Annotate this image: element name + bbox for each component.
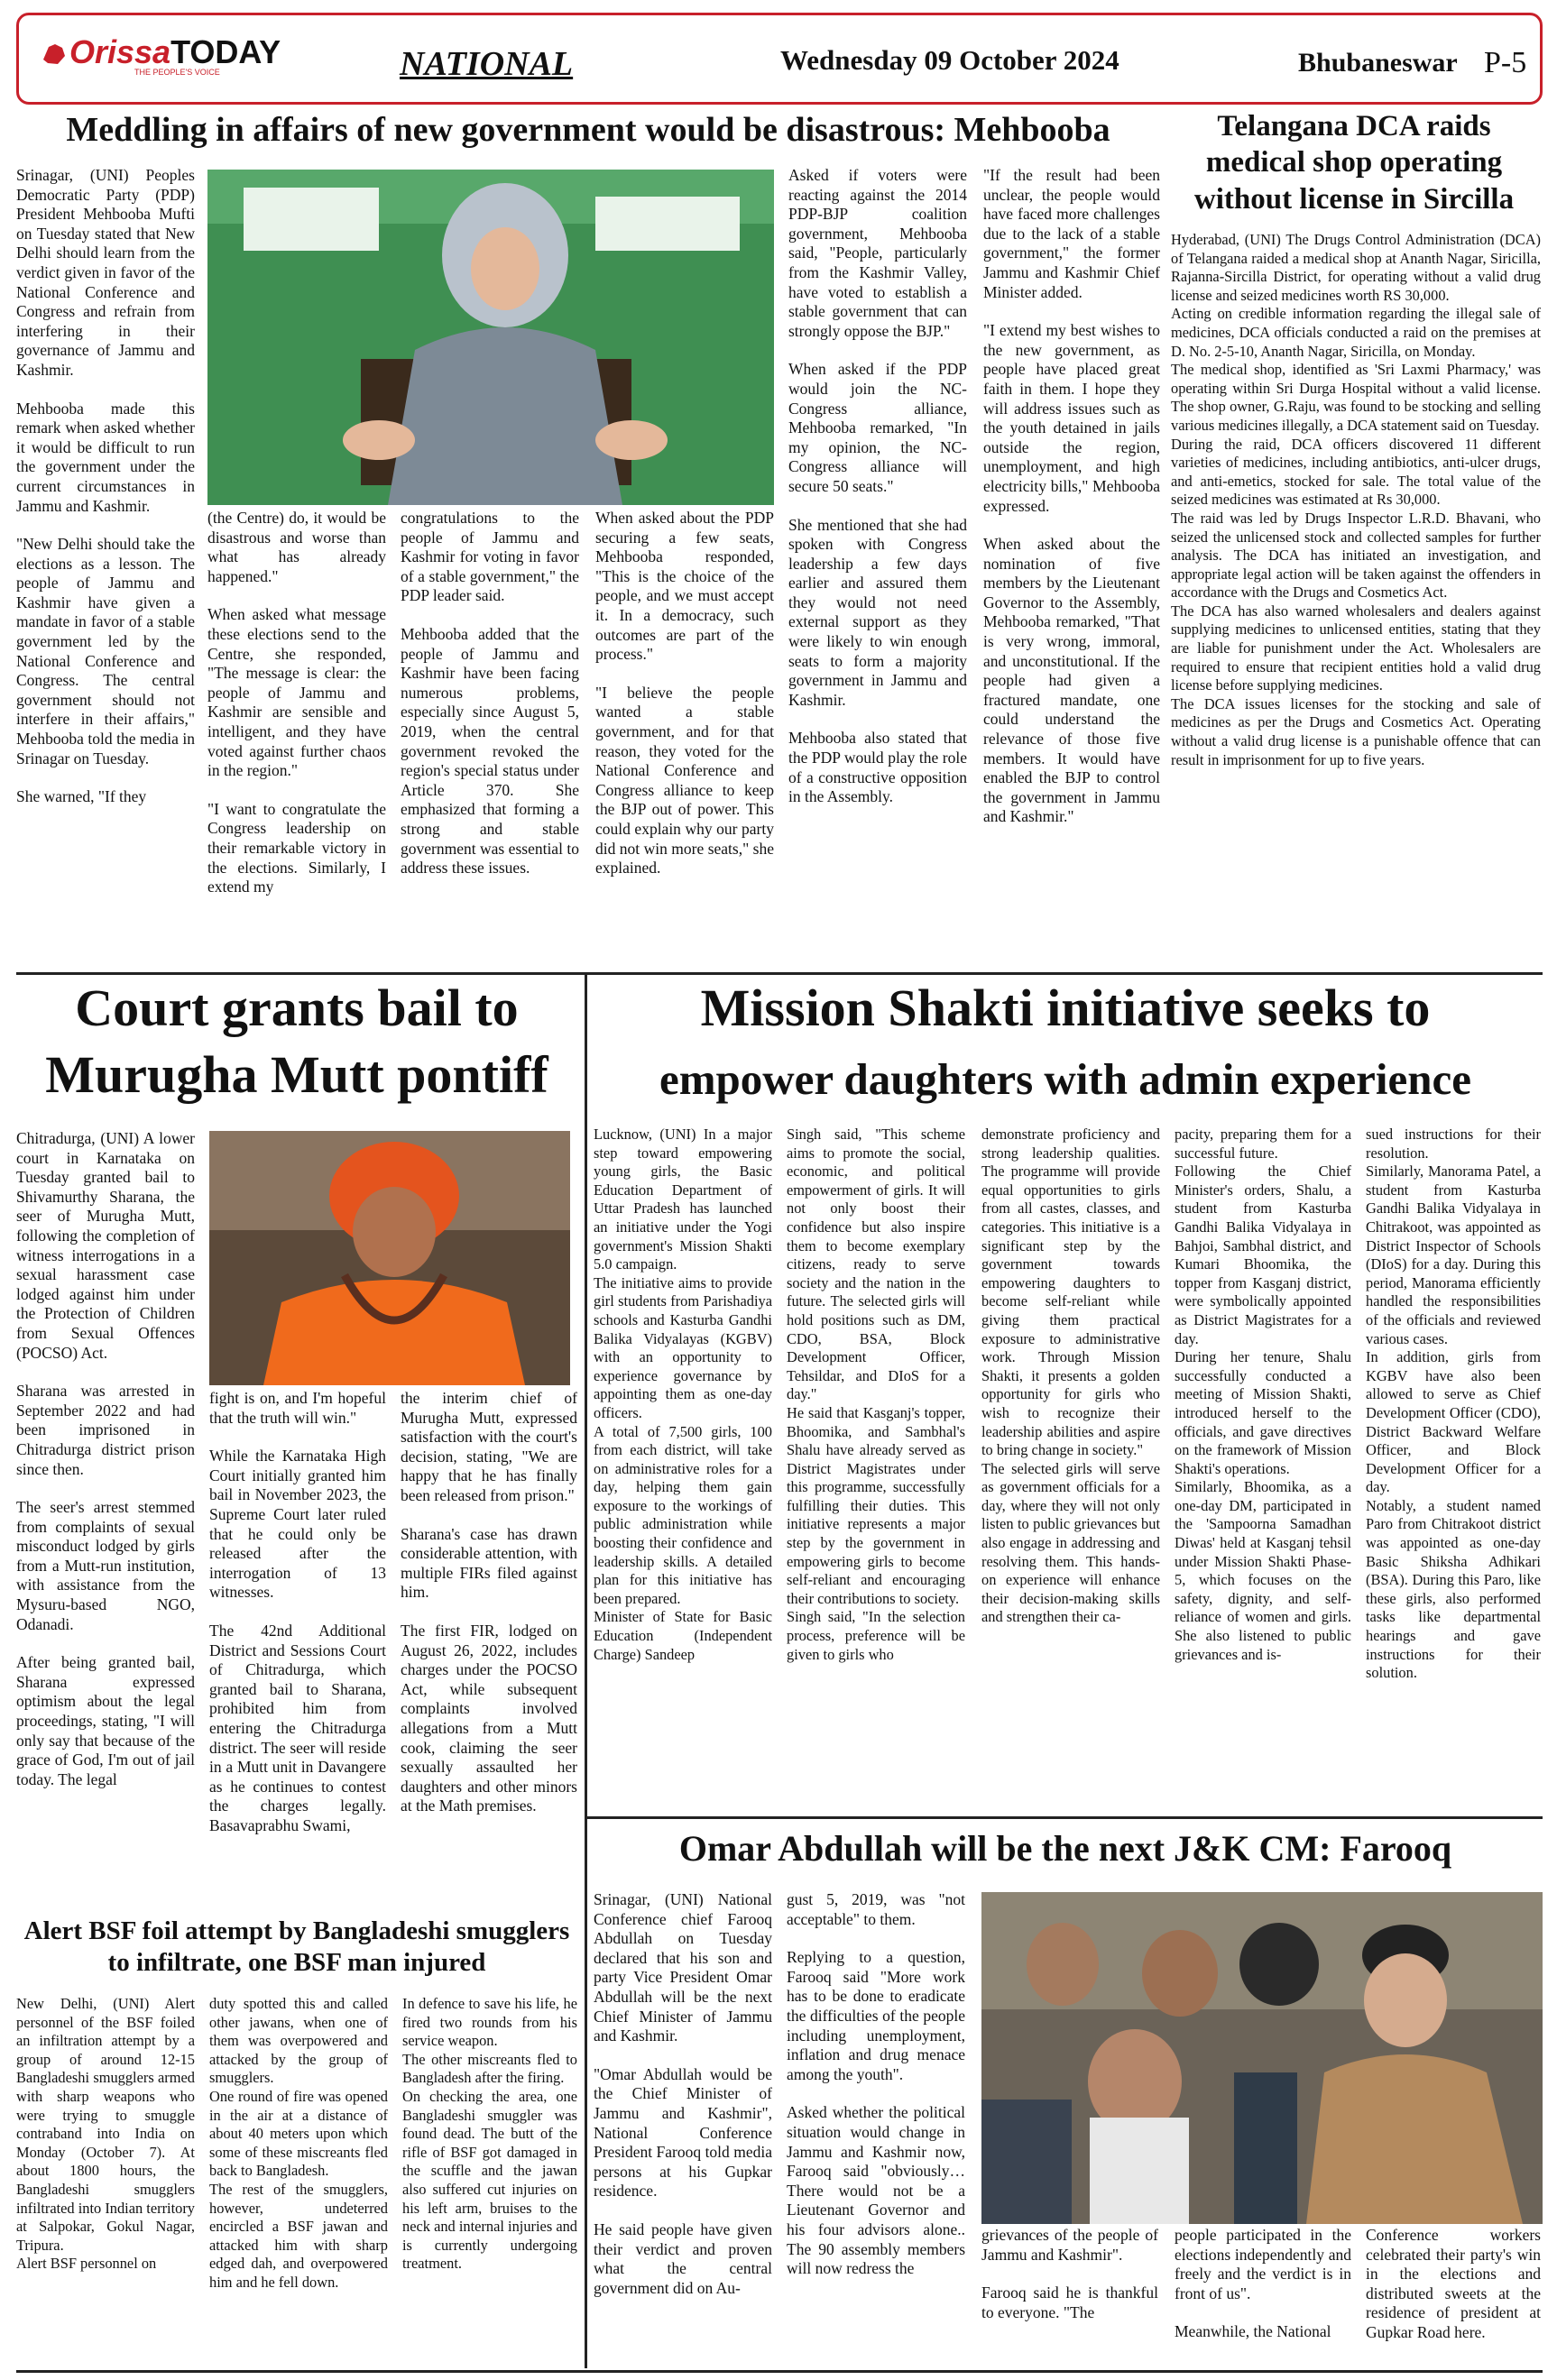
- mehbooba-para: She warned, "If they: [16, 787, 147, 806]
- telangana-headline: Telangana DCA raids medical shop operating without license in Sircilla: [1193, 110, 1515, 216]
- omar-para: Replying to a question, Farooq said "More work has to be done to eradicate the difficulties of the people including unemployment, inflation and drug menace among the youth".: [787, 1948, 965, 2083]
- omar-para: Conference workers celebrated their party's win in the elections and distributed sweets at the residence of president at Gupkar Road here.: [1366, 2226, 1541, 2341]
- mehbooba-col-3: [401, 509, 579, 967]
- masthead: [16, 13, 1543, 105]
- bsf-para: On checking the area, one Bangladeshi smuggler was found dead. The butt of the rifle of BSF got damaged in the scuffle and the jawan also suffered cut injuries on his left arm, bruises to the neck and internal injuries and is currently undergoing treatment.: [402, 2087, 577, 2273]
- telangana-para: During the raid, DCA officers discovered 11 different varieties of medicines, including antibiotics, anti-ulcer drugs, and anti-emetics, stocked for sale. The total value of the seized medicines was estimated at Rs 30,000.: [1171, 435, 1541, 509]
- shakti-headline-line-1: Mission Shakti initiative seeks to: [700, 979, 1431, 1037]
- bsf-para: New Delhi, (UNI) Alert personnel of the BSF foiled an infiltration attempt by a group of around 12-15 Bangladeshi smugglers armed with sharp weapons who were trying to smuggle contraband into India on Monday (October 7). At about 1800 hours, the Bangladeshi smugglers infiltrated into Indian territory at Salpokar, Gokul Nagar, Tripura.: [16, 1995, 195, 2254]
- murugha-para: fight is on, and I'm hopeful that the truth will win.": [209, 1389, 386, 1427]
- shakti-para: Singh said, "In the selection process, preference will be given to girls who: [787, 1608, 965, 1663]
- shakti-col-3: [981, 1126, 1160, 1811]
- shakti-col-4: [1175, 1126, 1351, 1811]
- telangana-para: The DCA issues licenses for the stocking and sale of medicines as per the Drugs and Cosmetics Act. Operating without a valid drug license is a punishable offence that can result in imprisonment for up to five years.: [1171, 694, 1541, 768]
- mehbooba-para: When asked if the PDP would join the NC-Congress alliance, Mehbooba remarked, "In my opinion, the NC-Congress alliance will secure 50 seats.": [788, 360, 967, 495]
- shakti-para: The initiative aims to provide girl students from Parishadiya schools and Kasturba Gandhi Balika Vidyalayas (KGBV) with an opportunity to experience governance by appointing them as one-day officers.: [594, 1273, 772, 1421]
- section-divider: [586, 1816, 1543, 1819]
- omar-para: Meanwhile, the National: [1175, 2322, 1331, 2341]
- mehbooba-para: "If the result had been unclear, the people would have faced more challenges due to the lack of a stable government," the former Jammu and Kashmir Chief Minister added.: [983, 166, 1160, 301]
- shakti-para: Similarly, Manorama Patel, a student from Kasturba Gandhi Balika Vidyalaya in Chitrakoot, was appointed as District Inspector of Schools (DIoS) for a day. During this period, Manorama efficiently handled the responsibilities of the officials and reviewed various cases.: [1366, 1162, 1541, 1347]
- bsf-para: One round of fire was opened in the air at a distance of about 40 meters upon which some of these miscreants fled back to Bangladesh.: [209, 2087, 388, 2180]
- page-number: P-5: [1484, 46, 1527, 79]
- shakti-para: In addition, girls from KGBV have also been allowed to serve as Chief Development Officer (CDO), District Backward Welfare Officer, and Block Development Officer for a day.: [1366, 1348, 1541, 1496]
- bsf-para: duty spotted this and called other jawans, when one of them was overpowered and attacked by the group of smugglers.: [209, 1995, 388, 2087]
- bsf-col-2: [209, 1995, 388, 2366]
- shakti-para: Minister of State for Basic Education (Independent Charge) Sandeep: [594, 1608, 772, 1663]
- murugha-headline-line-2: Murugha Mutt pontiff: [45, 1045, 548, 1104]
- omar-para: people participated in the elections independently and freely and the verdict is in front of us".: [1175, 2226, 1351, 2302]
- omar-para: Asked whether the political situation would change in Jammu and Kashmir now, Farooq said "obviously… There would not be a Lieutenant Governor and his four advisors alone.. The 90 assembly members will now redress the: [787, 2103, 965, 2278]
- omar-para: He said people have given their verdict and proven what the central government did on Au-: [594, 2219, 772, 2297]
- shakti-para: sued instructions for their resolution.: [1366, 1126, 1541, 1162]
- mehbooba-col-4: [595, 509, 774, 967]
- murugha-para: Chitradurga, (UNI) A lower court in Karnataka on Tuesday granted bail to Shivamurthy Sharana, the seer of Murugha Mutt, following the completion of witness interrogations in a sexual harassment case lodged against him under the Protection of Children from Sexual Offences (POCSO) Act.: [16, 1129, 195, 1362]
- shakti-para: During her tenure, Shalu successfully conducted a meeting of Mission Shakti, introduced herself to the officials, and gave directives on the framework of Mission Shakti's operations.: [1175, 1348, 1351, 1477]
- mehbooba-para: (the Centre) do, it would be disastrous and worse than what has already happened.": [207, 509, 386, 585]
- omar-col-2: [787, 1890, 965, 2368]
- shakti-para: Notably, a student named Paro from Chitrakoot district was appointed as one-day Basic Shiksha Adhikari (BSA). During this Paro, like these girls, also performed tasks like departmental hearings and gave instructions for their solution.: [1366, 1496, 1541, 1682]
- bsf-para: The rest of the smugglers, however, undeterred encircled a BSF jawan and attacked him with sharp edged dah, and overpowered him and he fell down.: [209, 2180, 388, 2291]
- murugha-col-1: [16, 1129, 195, 1910]
- mehbooba-para: Asked if voters were reacting against the 2014 PDP-BJP coalition government, Mehbooba said, "People, particularly from the Kashmir Valley, have voted to establish a stable government that can strongly oppose the BJP.": [788, 166, 967, 340]
- omar-para: Farooq said he is thankful to everyone. "The: [981, 2284, 1158, 2321]
- section-name: NATIONAL: [400, 45, 574, 83]
- mehbooba-para: She mentioned that she had spoken with Congress leadership a few days earlier and assured them they would not need external support as they were likely to win enough seats to form a majority government in Jammu and Kashmir.: [788, 515, 967, 709]
- mehbooba-para: When asked what message these elections send to the Centre, she responded, "The message is clear: the people of Jammu and Kashmir are sensible and intelligent, and they have voted against further chaos in the region.": [207, 605, 386, 780]
- mehbooba-col-6: [983, 166, 1160, 967]
- omar-para: Srinagar, (UNI) National Conference chief Farooq Abdullah on Tuesday declared that his son and party Vice President Omar Abdullah will be the next Chief Minister of Jammu and Kashmir.: [594, 1890, 772, 2045]
- murugha-para: Sharana's case has drawn considerable attention, with multiple FIRs filed against him.: [401, 1524, 577, 1602]
- murugha-photo: [209, 1131, 570, 1385]
- logo-today: TODAY: [170, 33, 281, 70]
- logo-orissa: Orissa: [69, 33, 171, 70]
- mehbooba-para: Mehbooba made this remark when asked whether it would be difficult to run the government under the current circumstances in Jammu and Kashmir.: [16, 399, 195, 515]
- murugha-para: The 42nd Additional District and Sessions Court of Chitradurga, which granted bail to Sharana, prohibited him from entering the Chitradurga district. The seer will reside in a Mutt unit in Davangere as he continues to contest the charges legally. Basavaprabhu Swami,: [209, 1621, 386, 1834]
- murugha-para: While the Karnataka High Court initially granted him bail in November 2023, the Supreme Court later ruled that he could only be released after the interrogation of 13 witnesses.: [209, 1447, 386, 1602]
- omar-col-5: [1366, 2226, 1541, 2368]
- edition-city: Bhubaneswar: [1298, 48, 1458, 78]
- mehbooba-col-1: [16, 166, 195, 970]
- murugha-para: After being granted bail, Sharana expressed optimism about the legal proceedings, stating, "I will only say that because of the grace of God, I'm out of jail today. The legal: [16, 1653, 195, 1788]
- telangana-para: Acting on credible information regarding the illegal sale of medicines, DCA officials conducted a raid on the premises at D. No. 2-5-10, Ananth Nagar, Siricilla, on Monday.: [1171, 305, 1541, 360]
- murugha-para: The seer's arrest stemmed from complaints of sexual misconduct lodged by girls from a Mutt-run institution, with assistance from the Mysuru-based NGO, Odanadi.: [16, 1498, 195, 1633]
- bsf-para: The other miscreants fled to Bangladesh after the firing.: [402, 2050, 577, 2087]
- shakti-col-1: [594, 1126, 772, 1811]
- shakti-para: A total of 7,500 girls, 100 from each district, will take on administrative roles for a day, helping them gain exposure to the workings of public administration while boosting their confidence and leadership skills. A detailed plan for this initiative has been prepared.: [594, 1422, 772, 1607]
- omar-photo: [981, 1892, 1543, 2224]
- bsf-para: In defence to save his life, he fired two rounds from his service weapon.: [402, 1995, 577, 2050]
- murugha-col-2: [209, 1389, 386, 1910]
- mehbooba-headline: Meddling in affairs of new government would be disastrous: Mehbooba: [66, 111, 1110, 149]
- section-divider: [16, 972, 1543, 975]
- bsf-para: Alert BSF personnel on: [16, 2255, 157, 2273]
- bsf-col-3: [402, 1995, 577, 2366]
- omar-col-1: [594, 1890, 772, 2368]
- shakti-para: He said that Kasganj's topper, Bhoomika, and Sambhal's Shalu have already served as District Magistrates under this programme, successfully fulfilling their duties. This initiative represents a major step by the government in empowering girls to become self-reliant and encouraging their contributions to society.: [787, 1403, 965, 1607]
- odisha-map-icon: [41, 41, 68, 67]
- issue-date: Wednesday 09 October 2024: [780, 44, 1119, 76]
- shakti-col-2: [787, 1126, 965, 1811]
- shakti-para: Following the Chief Minister's orders, Shalu, a student from Kasturba Gandhi Balika Vidyalaya in Bahjoi, Sambhal district, and Kumari Bhoomika, the topper from Kasganj district, were symbolically appointed as District Magistrates for a day.: [1175, 1162, 1351, 1347]
- shakti-para: The selected girls will serve as government officials for a day, where they will not only listen to public grievances but also engage in addressing and resolving them. This hands-on experience will enhance their decision-making skills and strengthen their ca-: [981, 1459, 1160, 1626]
- omar-para: gust 5, 2019, was "not acceptable" to them.: [787, 1890, 965, 1928]
- shakti-headline-line-2: empower daughters with admin experience: [659, 1054, 1472, 1104]
- murugha-headline-line-1: Court grants bail to: [75, 979, 519, 1037]
- mehbooba-para: Mehbooba also stated that the PDP would play the role of a constructive opposition in the Assembly.: [788, 729, 967, 806]
- shakti-para: demonstrate proficiency and strong leadership qualities. The programme will provide equal opportunities to girls from all castes, classes, and categories. This initiative is a significant step by the government towards empowering daughters to become self-reliant while giving them practical exposure to administrative work. Through Mission Shakti, it presents a golden opportunity for girls who wish to recognize their leadership abilities and aspire to bring change in society.": [981, 1126, 1160, 1459]
- mehbooba-para: "New Delhi should take the elections as a lesson. The people of Jammu and Kashmir have given a mandate in favor of a stable government led by the National Conference and Congress. The central government should not interfere in their affairs," Mehbooba told the media in Srinagar on Tuesday.: [16, 535, 195, 767]
- newspaper-logo: [41, 33, 281, 71]
- telangana-para: The medical shop, identified as 'Sri Laxmi Pharmacy,' was operating within Sri Durga Hospital without a valid license. The shop owner, G.Raju, was found to be stocking and selling various medicines illegally, a DCA statement said on Tuesday.: [1171, 361, 1541, 434]
- mehbooba-para: congratulations to the people of Jammu and Kashmir for voting in favor of a stable government," the PDP leader said.: [401, 509, 579, 605]
- telangana-para: The raid was led by Drugs Inspector L.R.D. Bhavani, who seized the unlicensed stock and collected samples for further analysis. The DCA has initiated an investigation, and appropriate legal action will be taken against the offenders in accordance with the Drugs and Cosmetics Act.: [1171, 509, 1541, 602]
- omar-para: grievances of the people of Jammu and Kashmir".: [981, 2226, 1158, 2264]
- mehbooba-para: Srinagar, (UNI) Peoples Democratic Party (PDP) President Mehbooba Mufti on Tuesday stated that New Delhi should learn from the verdict given in favor of the National Conference and Congress and refrain from interfering in their governance of Jammu and Kashmir.: [16, 166, 195, 379]
- shakti-col-5: [1366, 1126, 1541, 1811]
- bsf-col-1: [16, 1995, 195, 2366]
- mehbooba-col-5: [788, 166, 967, 967]
- omar-headline: Omar Abdullah will be the next J&K CM: Farooq: [678, 1828, 1452, 1869]
- shakti-para: Singh said, "This scheme aims to promote the social, economic, and political empowerment of girls. It will not only boost their confidence but also inspire them to become exemplary citizens, ready to serve society and the nation in the future. The selected girls will hold positions such as DM, CDO, BSA, Block Development Officer, Tehsildar, and DIoS for a day.": [787, 1126, 965, 1403]
- murugha-col-3: [401, 1389, 577, 1910]
- mehbooba-para: "I believe the people wanted a stable government, and for that reason, they voted for the National Conference and Congress alliance to keep the BJP out of power. This could explain why our party did not win more seats," she explained.: [595, 683, 774, 878]
- omar-col-4: [1175, 2226, 1351, 2368]
- shakti-para: Similarly, Bhoomika, as a one-day DM, participated in the 'Sampoorna Samadhan Diwas' held at Kasganj tehsil under Mission Shakti Phase-5, which focuses on the safety, dignity, and self-reliance of women and girls. She also listened to public grievances and is-: [1175, 1478, 1351, 1663]
- omar-col-3: [981, 2226, 1158, 2368]
- murugha-para: The first FIR, lodged on August 26, 2022, includes charges under the POCSO Act, while subsequent complaints involved allegations from a Mutt cook, claiming the seer sexually assaulted her daughters and other minors at the Math premises.: [401, 1621, 577, 1815]
- telangana-para: Hyderabad, (UNI) The Drugs Control Administration (DCA) of Telangana raided a medical shop at Ananth Nagar, Siricilla, Rajanna-Sircilla District, for operating without a valid drug license and seized medicines worth RS 30,000.: [1171, 231, 1541, 304]
- logo-tagline: THE PEOPLE'S VOICE: [134, 68, 220, 77]
- mehbooba-para: When asked about the nomination of five members by the Lieutenant Governor to the Assembly, Mehbooba remarked, "That is very wrong, immoral, and unconstitutional. If the people had given a fractured mandate, one could understand the relevance of those five members. It would have enabled the BJP to control the government in Jammu and Kashmir.": [983, 535, 1160, 826]
- mehbooba-para: When asked about the PDP securing a few seats, Mehbooba responded, "This is the choice of the people, and we must accept it. In a democracy, such outcomes are part of the process.": [595, 509, 774, 664]
- bsf-headline: Alert BSF foil attempt by Bangladeshi smugglers to infiltrate, one BSF man injured: [23, 1916, 570, 1978]
- mehbooba-para: "I want to congratulate the Congress leadership on their remarkable victory in the elections. Similarly, I extend my: [207, 799, 386, 896]
- telangana-body: [1171, 231, 1541, 967]
- page-bottom-rule: [16, 2370, 1543, 2373]
- mehbooba-para: Mehbooba added that the people of Jammu and Kashmir have been facing numerous problems, especially since August 5, 2019, when the central government revoked the region's special status under Article 370. She emphasized that forming a strong and stable government was essential to address these issues.: [401, 624, 579, 878]
- omar-para: "Omar Abdullah would be the Chief Minister of Jammu and Kashmir", National Conference President Farooq told media persons at his Gupkar residence.: [594, 2064, 772, 2201]
- mehbooba-photo: [207, 170, 774, 505]
- murugha-para: Sharana was arrested in September 2022 and had been imprisoned in Chitradurga district prison since then.: [16, 1382, 195, 1478]
- shakti-para: Lucknow, (UNI) In a major step toward empowering young girls, the Basic Education Department of Uttar Pradesh has launched an initiative under the Yogi government's Mission Shakti 5.0 campaign.: [594, 1126, 772, 1273]
- column-divider: [585, 974, 587, 2368]
- shakti-para: pacity, preparing them for a successful future.: [1175, 1126, 1351, 1162]
- telangana-para: The DCA has also warned wholesalers and dealers against supplying medicines to unlicensed entities, stating that they are liable for punishment under the Act. Wholesalers are required to ensure that recipient entities hold a valid drug license before supplying medicines.: [1171, 602, 1541, 694]
- mehbooba-para: "I extend my best wishes to the new government, as people have placed great faith in them. I hope they will address issues such as the youth detained in jails outside the region, unemployment, and high electricity bills," Mehbooba expressed.: [983, 321, 1160, 515]
- murugha-para: the interim chief of Murugha Mutt, expressed satisfaction with the court's decision, stating, "We are happy that he has finally been released from prison.": [401, 1389, 577, 1504]
- mehbooba-col-2: [207, 509, 386, 967]
